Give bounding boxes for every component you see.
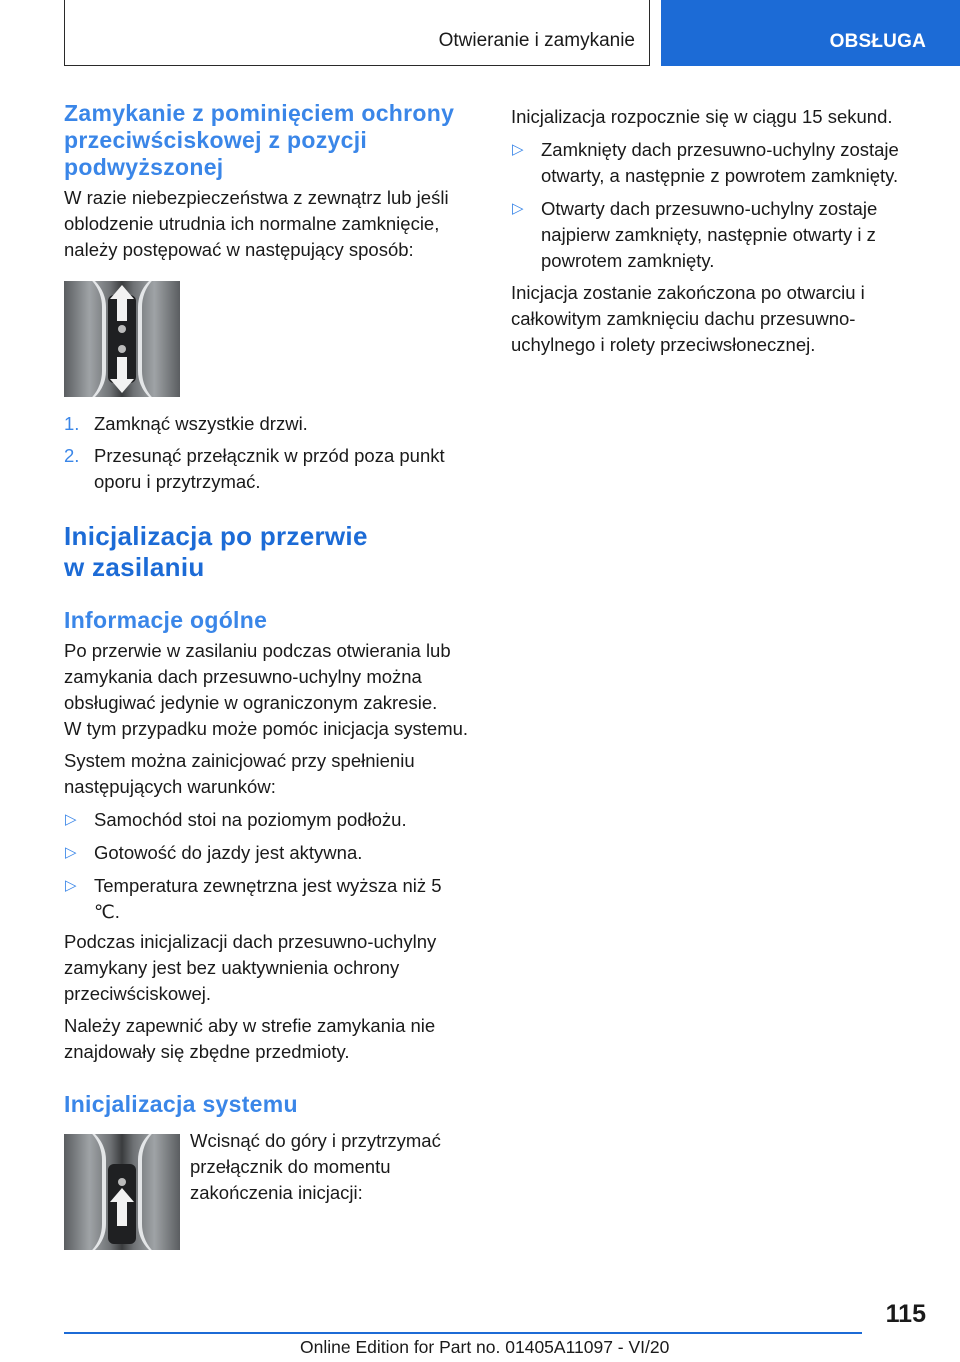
right-column: [511, 104, 926, 358]
bullet-triangle-icon: ▷: [65, 877, 77, 894]
arrow-up-icon: [110, 1188, 134, 1202]
step-text: Przesunąć przełącznik w przód poza punkt oporu i przytrzymać.: [94, 445, 445, 492]
list-item: [64, 807, 479, 833]
bullet-triangle-icon: ▷: [65, 844, 77, 861]
paragraph-conditions: System można zainicjować przy spełnieniu następujących warunków:: [64, 750, 415, 797]
behavior-text: Zamknięty dach przesuwno-uchylny zostaje otwarty, a następnie z powrotem zamknięty.: [541, 139, 899, 186]
paragraph-bypass: W razie niebezpieczeństwa z zewnątrz lub jeśli oblodzenie utrudnia ich normalne zamknięcie, należy postępować w następujący sposób:: [64, 187, 449, 260]
paragraph-during-init: Podczas inicjalizacji dach przesuwno-uchylny zamykany jest bez uaktywnienia ochrony przeciwściskowej.: [64, 931, 437, 1004]
heading-init-power: Inicjalizacja po przerwie w zasilaniu: [64, 521, 368, 582]
list-item: [64, 840, 479, 866]
switch-photo-push-pull: [64, 281, 180, 397]
step-number: 2.: [64, 445, 80, 466]
footer-edition: Online Edition for Part no. 01405A11097 - VI/20: [300, 1337, 670, 1357]
heading-general: Informacje ogólne: [64, 607, 268, 633]
footer-divider: [64, 1332, 862, 1334]
paragraph-general-2: W tym przypadku może pomóc inicjacja systemu.: [64, 718, 469, 739]
bullet-triangle-icon: ▷: [512, 200, 524, 217]
step-number: 1.: [64, 413, 80, 434]
list-item: [64, 411, 479, 437]
list-item: [64, 873, 444, 925]
page-header: [0, 0, 960, 66]
steps-list: [64, 411, 479, 495]
arrow-up-icon: [110, 285, 134, 299]
heading-bypass: Zamykanie z pominięciem ochrony przeciwściskowej z pozycji podwyższonej: [64, 100, 455, 180]
switch-photo-push-up: [64, 1134, 180, 1250]
condition-text: Temperatura zewnętrzna jest wyższa niż 5 ℃.: [94, 875, 442, 922]
paragraph-init-start: Inicjalizacja rozpocznie się w ciągu 15 sekund.: [511, 106, 893, 127]
condition-text: Gotowość do jazdy jest aktywna.: [94, 842, 363, 863]
list-item: [511, 196, 926, 274]
paragraph-ensure: Należy zapewnić aby w strefie zamykania nie znajdowały się zbędne przedmioty.: [64, 1015, 436, 1062]
heading-system-init: Inicjalizacja systemu: [64, 1091, 298, 1117]
step-text: Zamknąć wszystkie drzwi.: [94, 413, 308, 434]
list-item: [64, 443, 479, 495]
header-section-title: Otwieranie i zamykanie: [438, 30, 635, 51]
header-chapter-tab: [661, 0, 960, 66]
paragraph-general-1: Po przerwie w zasilaniu podczas otwierania lub zamykania dach przesuwno-uchylny można obsługiwać jedynie w ograniczonym zakresie.: [64, 640, 451, 713]
arrow-down-icon: [110, 379, 134, 393]
paragraph-init-end: Inicjacja zostanie zakończona po otwarciu i całkowitym zamknięciu dachu przesuwno-uchylnego i rolety przeciwsłonecznej.: [511, 282, 865, 355]
conditions-list: [64, 807, 479, 925]
page-number: 115: [885, 1300, 926, 1328]
paragraph-system-init: Wcisnąć do góry i przytrzymać przełącznik do momentu zakończenia inicjacji:: [190, 1130, 441, 1203]
header-chapter-label: OBSŁUGA: [829, 31, 926, 52]
condition-text: Samochód stoi na poziomym podłożu.: [94, 809, 407, 830]
header-section-box: [64, 0, 650, 66]
behavior-text: Otwarty dach przesuwno-uchylny zostaje najpierw zamknięty, następnie otwarty i z powrotem zamknięty.: [541, 198, 878, 271]
bullet-triangle-icon: ▷: [65, 811, 77, 828]
left-column: [64, 100, 479, 1246]
list-item: [511, 137, 926, 189]
init-behavior-list: [511, 137, 926, 274]
system-init-row: [64, 1128, 479, 1246]
bullet-triangle-icon: ▷: [512, 141, 524, 158]
